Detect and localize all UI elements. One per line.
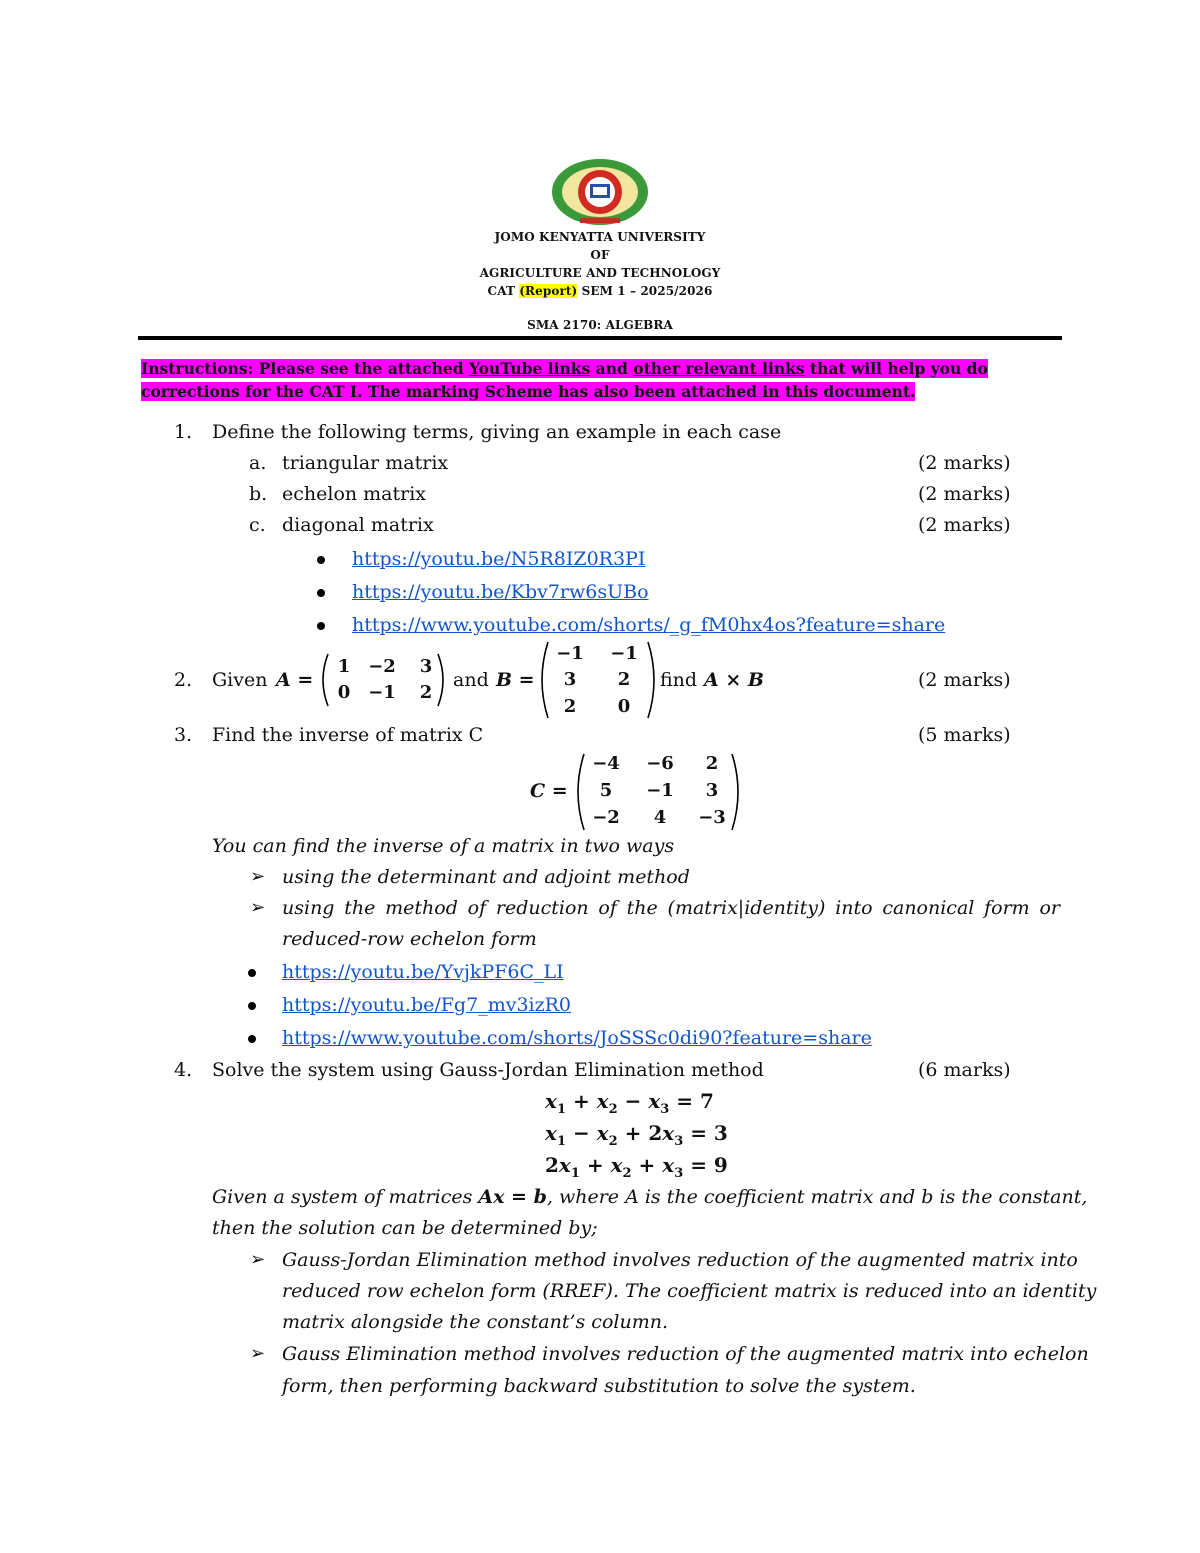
bullet-icon — [317, 589, 325, 597]
university-logo — [550, 158, 650, 226]
bullet-icon — [317, 622, 325, 630]
equation-1: $x_1 + x_2 - x_3 = 7$ — [545, 1089, 714, 1117]
q4-note-b: , where A is the coefficient matrix and b is the constant, — [546, 1186, 1088, 1208]
q4-bullet-2-line2: form, then performing backward substitution to solve the system. — [282, 1375, 916, 1397]
q3-note: You can find the inverse of a matrix in two ways — [212, 835, 675, 857]
matrix-b-cell: 0 — [617, 696, 631, 717]
matrix-c-cell: −1 — [646, 780, 674, 801]
matrix-c-cell: −2 — [592, 807, 620, 828]
matrix-c-cell: −6 — [646, 753, 674, 774]
youtube-links-text: YouTube links — [468, 359, 591, 378]
arrow-bullet-icon: ➢ — [250, 897, 266, 918]
arrow-bullet-icon: ➢ — [250, 866, 266, 887]
q3-marks: (5 marks) — [918, 724, 1011, 746]
matrix-a — [318, 650, 448, 710]
matrix-a-cell: −2 — [368, 656, 396, 677]
q3-method-2: using the method of reduction of the (matrix|identity) into canonical form or — [282, 897, 1060, 919]
course-code: SMA 2170: ALGEBRA — [527, 318, 673, 332]
matrix-a-cell: 1 — [337, 656, 351, 677]
q4-note-expr: Ax = b — [478, 1186, 547, 1208]
q3-c-label: C = — [530, 780, 568, 802]
matrix-a-cell: −1 — [368, 682, 396, 703]
q2-marks: (2 marks) — [918, 669, 1011, 691]
header-divider — [138, 336, 1062, 340]
q4-number: 4. — [174, 1059, 193, 1081]
q2-given: Given — [212, 669, 268, 691]
matrix-b-cell: −1 — [610, 643, 638, 664]
q4-note-a: Given a system of matrices — [212, 1186, 479, 1208]
cat-prefix: CAT — [487, 284, 520, 298]
q1-link-1[interactable]: https://youtu.be/N5R8IZ0R3PI — [352, 548, 646, 570]
q2-find-expr: A × B — [704, 669, 764, 691]
matrix-c-cell: −3 — [698, 807, 726, 828]
matrix-a-cell: 0 — [337, 682, 351, 703]
cat-suffix: SEM 1 – 2025/2026 — [577, 284, 713, 298]
matrix-c-cell: 3 — [705, 780, 719, 801]
q2-number: 2. — [174, 669, 193, 691]
instructions — [141, 357, 1046, 403]
q4-bullet-1-line3: matrix alongside the constant’s column. — [282, 1311, 668, 1333]
cat-report-highlight: (Report) — [519, 284, 578, 298]
instructions-text-2: and — [590, 359, 634, 378]
q4-note-line1 — [212, 1185, 1087, 1209]
matrix-a-cell: 2 — [419, 682, 433, 703]
matrix-b-cell: 2 — [617, 669, 631, 690]
matrix-c-cell: −4 — [592, 753, 620, 774]
instructions-text-3: that will help you do corrections for the CAT I. The marking Scheme has also been attached in this document. — [141, 359, 988, 401]
matrix-c-cell: 2 — [705, 753, 719, 774]
q1a-letter: a. — [249, 452, 267, 474]
q2-b-label: B = — [496, 669, 535, 691]
q1a-text: triangular matrix — [282, 452, 449, 474]
q3-link-3[interactable]: https://www.youtube.com/shorts/JoSSSc0di90?feature=share — [282, 1027, 872, 1049]
q1b-text: echelon matrix — [282, 483, 427, 505]
university-name-line2: OF — [590, 248, 610, 262]
q1c-marks: (2 marks) — [918, 514, 1011, 536]
matrix-b-cell: −1 — [556, 643, 584, 664]
q4-bullet-1-line1: Gauss-Jordan Elimination method involves reduction of the augmented matrix into — [282, 1249, 1078, 1271]
q1-text: Define the following terms, giving an example in each case — [212, 421, 782, 443]
q2-and: and — [453, 669, 489, 691]
q3-method-2-cont: reduced-row echelon form — [282, 928, 537, 950]
matrix-b-cell: 3 — [563, 669, 577, 690]
q2-a-label: A = — [276, 669, 314, 691]
arrow-bullet-icon: ➢ — [250, 1343, 266, 1364]
q1-link-2[interactable]: https://youtu.be/Kbv7rw6sUBo — [352, 581, 649, 603]
matrix-a-cell: 3 — [419, 656, 433, 677]
bullet-icon — [317, 556, 325, 564]
bullet-icon — [248, 1002, 256, 1010]
bullet-icon — [248, 969, 256, 977]
q3-link-2[interactable]: https://youtu.be/Fg7_mv3izR0 — [282, 994, 572, 1016]
q3-text: Find the inverse of matrix C — [212, 724, 484, 746]
q1-link-3[interactable]: https://www.youtube.com/shorts/_g_fM0hx4os?feature=share — [352, 614, 946, 636]
matrix-c — [574, 750, 742, 834]
q3-link-1[interactable]: https://youtu.be/YvjkPF6C_LI — [282, 961, 564, 983]
instructions-text-1: Instructions: Please see the attached — [141, 359, 469, 378]
q2-find: find — [660, 669, 698, 691]
university-name-line1: JOMO KENYATTA UNIVERSITY — [494, 230, 706, 244]
matrix-c-cell: 4 — [653, 807, 667, 828]
q1c-letter: c. — [249, 514, 266, 536]
q4-bullet-2-line1: Gauss Elimination method involves reduction of the augmented matrix into echelon — [282, 1343, 1089, 1365]
other-links-text: other relevant links — [633, 359, 805, 378]
q4-bullet-1-line2: reduced row echelon form (RREF). The coefficient matrix is reduced into an identity — [282, 1280, 1097, 1302]
matrix-b — [538, 638, 658, 722]
q3-method-1: using the determinant and adjoint method — [282, 866, 690, 888]
bullet-icon — [248, 1035, 256, 1043]
cat-semester-line — [0, 284, 1200, 298]
q1b-marks: (2 marks) — [918, 483, 1011, 505]
q1c-text: diagonal matrix — [282, 514, 434, 536]
equation-3: $2x_1 + x_2 + x_3 = 9$ — [545, 1153, 728, 1181]
matrix-b-cell: 2 — [563, 696, 577, 717]
university-name-line3: AGRICULTURE AND TECHNOLOGY — [479, 266, 721, 280]
q1b-letter: b. — [249, 483, 268, 505]
q3-number: 3. — [174, 724, 193, 746]
equation-2: $x_1 - x_2 + 2x_3 = 3$ — [545, 1121, 728, 1149]
matrix-c-cell: 5 — [599, 780, 613, 801]
q4-marks: (6 marks) — [918, 1059, 1011, 1081]
q4-text: Solve the system using Gauss-Jordan Elimination method — [212, 1059, 764, 1081]
arrow-bullet-icon: ➢ — [250, 1249, 266, 1270]
q1a-marks: (2 marks) — [918, 452, 1011, 474]
q4-note-line2: then the solution can be determined by; — [212, 1217, 598, 1239]
q1-number: 1. — [174, 421, 193, 443]
